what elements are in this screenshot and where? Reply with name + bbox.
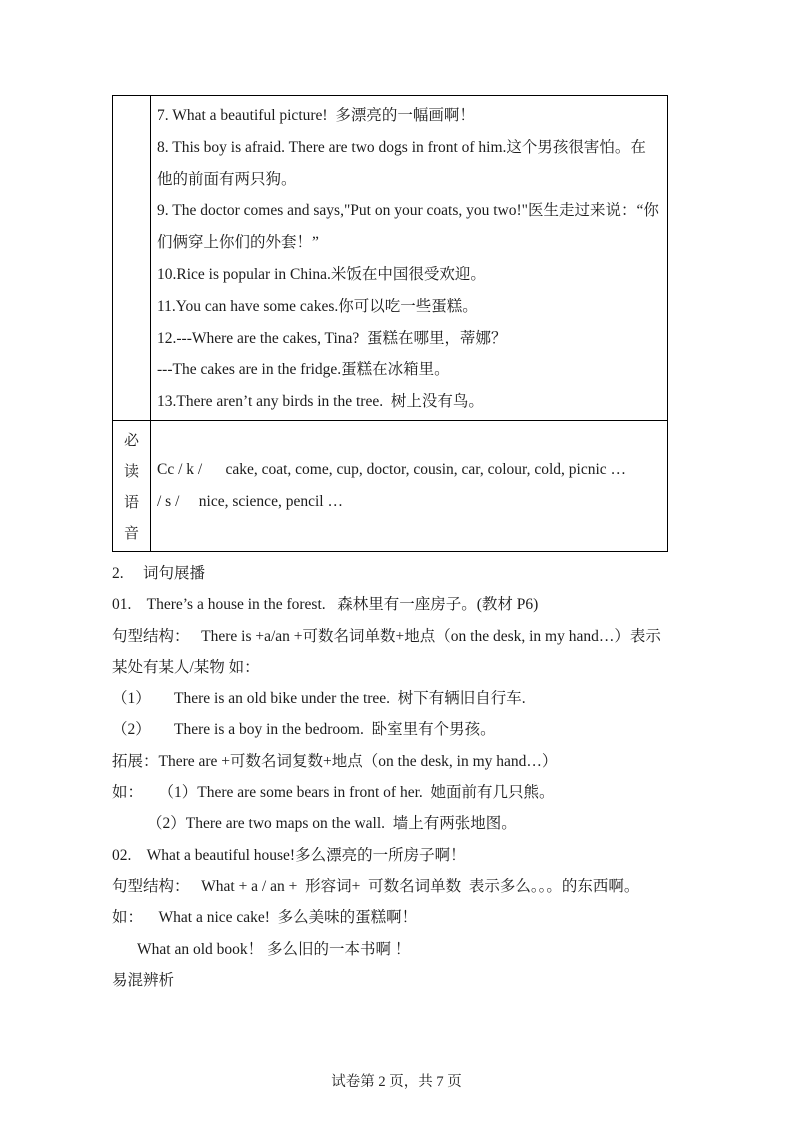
paragraph-extension-example-1: 如： （1）There are some bears in front of her. 她面前有几只熊。 — [112, 784, 555, 802]
phonics-label-char: 读 — [123, 463, 139, 480]
phonics-label-char: 音 — [123, 525, 139, 542]
paragraph-example-1: （1） There is an old bike under the tree. 树下有辆旧自行车. — [112, 690, 526, 708]
paragraph-01: 01. There’s a house in the forest. 森林里有一座房子。(教材 P6) — [112, 596, 539, 614]
key-sentences-cell — [151, 96, 667, 420]
sentence-item: 9. The doctor comes and says,"Put on your coats, you two!"医生走过来说：“你们俩穿上你们的外套！” — [157, 202, 659, 252]
section-word-sentence — [112, 558, 670, 996]
paragraph-structure-1: 句型结构： There is +a/an +可数名词单数+地点（on the desk, in my hand…）表示某处有某人/某物 如： — [112, 627, 661, 676]
section-heading: 2. 词句展播 — [112, 565, 206, 582]
sentence-item: 7. What a beautiful picture! 多漂亮的一幅画啊！ — [157, 107, 475, 124]
phonics-line: / s / nice, science, pencil … — [157, 492, 343, 510]
phonics-label-char: 语 — [123, 494, 139, 511]
paragraph-confusion-heading: 易混辨析 — [112, 971, 175, 989]
paragraph-extension-example-2: （2）There are two maps on the wall. 墙上有两张地图。 — [147, 815, 517, 833]
sentence-item: 12.---Where are the cakes, Tina? 蛋糕在哪里，蒂娜？ — [157, 329, 507, 347]
phonics-cell — [151, 421, 667, 551]
paragraph-extension: 拓展：There are +可数名词复数+地点（on the desk, in my hand…） — [112, 752, 558, 770]
phonics-row — [113, 420, 667, 551]
key-sentences-row — [113, 96, 667, 420]
paragraph-example-2: （2） There is a boy in the bedroom. 卧室里有个男孩。 — [112, 721, 496, 739]
sentence-item: 8. This boy is afraid. There are two dogs in front of him.这个男孩很害怕。在他的前面有两只狗。 — [157, 138, 646, 188]
phonics-line: Cc / k / cake, coat, come, cup, doctor, cousin, car, colour, cold, picnic … — [157, 461, 627, 479]
key-sentences-table — [112, 95, 668, 552]
sentence-item: 10.Rice is popular in China.米饭在中国很受欢迎。 — [157, 265, 486, 283]
sentence-item: 13.There aren’t any birds in the tree. 树上没有鸟。 — [157, 393, 484, 411]
paragraph-structure-2: 句型结构： What + a / an + 形容词+ 可数名词单数 表示多么。。。的东西啊。 — [112, 877, 640, 895]
sentence-item: ---The cakes are in the fridge.蛋糕在冰箱里。 — [157, 361, 450, 379]
page-footer: 试卷第 2 页，共 7 页 — [331, 1074, 462, 1090]
paragraph-example-cake: 如： What a nice cake! 多么美味的蛋糕啊！ — [112, 909, 418, 927]
phonics-label-char: 必 — [123, 432, 139, 449]
paragraph-example-book: What an old book！ 多么旧的一本书啊 ！ — [137, 940, 411, 958]
empty-label-cell — [113, 96, 151, 420]
sentence-item: 11.You can have some cakes.你可以吃一些蛋糕。 — [157, 297, 478, 315]
phonics-label — [113, 421, 151, 551]
paragraph-02: 02. What a beautiful house!多么漂亮的一所房子啊！ — [112, 846, 466, 864]
